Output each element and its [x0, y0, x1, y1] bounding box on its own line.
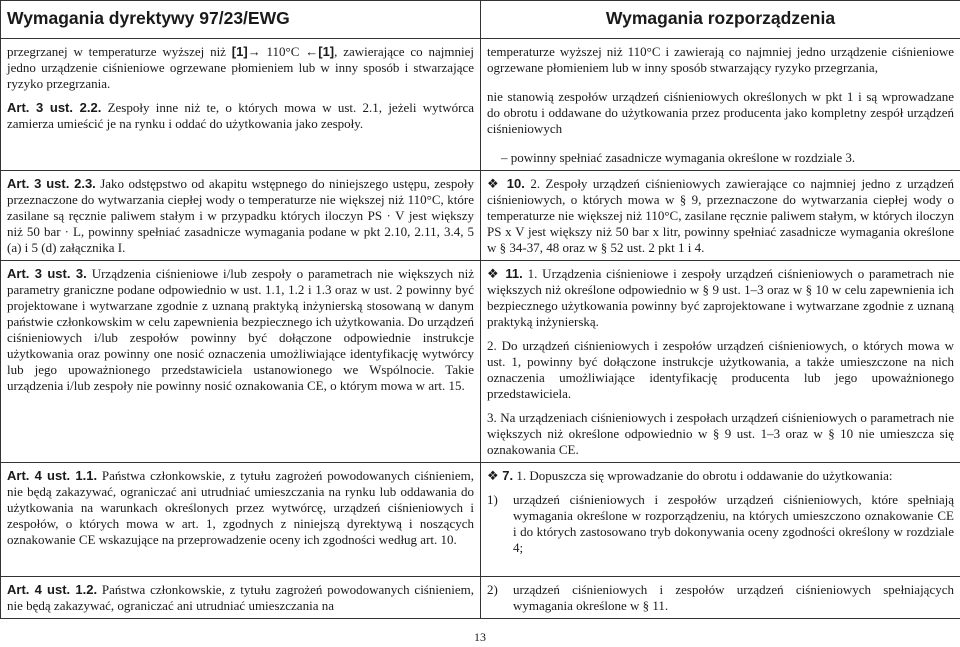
item-number: 2)	[487, 582, 498, 597]
numbered-item	[487, 492, 954, 556]
table-row	[1, 463, 960, 577]
table-row	[1, 171, 960, 261]
paragraph: 3. Na urządzeniach ciśnieniowych i zespołach urządzeń ciśnieniowych o parametrach nie większych niż określone odpowiednio w § 9 ust. 1–3 oraz w § 10 nie umieszcza się oznakowania CE.	[487, 410, 954, 457]
left-column-title: Wymagania dyrektywy 97/23/EWG	[7, 8, 290, 28]
paragraph	[487, 266, 954, 330]
left-cell	[1, 463, 481, 577]
paragraph-text: → 110°C ←	[247, 44, 319, 59]
page-number: 13	[474, 630, 486, 644]
right-cell	[481, 463, 960, 577]
table-row	[1, 577, 960, 619]
right-column-title: Wymagania rozporządzenia	[605, 8, 836, 28]
paragraph: temperaturze wyższej niż 110°C i zawierają co najmniej jedno urządzenie ciśnieniowe ogrzewane płomieniem lub w inny sposób stwarzający ryzyko przegrzania,	[487, 44, 954, 75]
table-header-row	[1, 1, 960, 39]
article-reference: [1]	[231, 44, 248, 59]
left-cell	[1, 171, 481, 261]
article-reference: Art. 3 ust. 2.3.	[7, 176, 96, 191]
paragraph-text: Zespoły inne niż te, o których mowa w ust. 2.1, jeżeli wytwórca zamierza umieścić je na rynku i oddać do użytkowania jako zespoły.	[7, 100, 474, 131]
table-row	[1, 261, 960, 463]
paragraph-text: przegrzanej w temperaturze wyższej niż	[7, 44, 232, 59]
article-reference: Art. 4 ust. 1.2.	[7, 582, 98, 597]
paragraph	[7, 44, 474, 92]
article-reference: ❖ 10.	[487, 176, 525, 191]
article-reference: ❖ 11.	[487, 266, 523, 281]
left-cell	[1, 261, 481, 463]
article-reference: ❖ 7.	[487, 468, 514, 483]
paragraph	[7, 266, 474, 394]
right-cell	[481, 577, 960, 619]
paragraph-text: Państwa członkowskie, z tytułu zagrożeń powodowanych ciśnieniem, nie będą zakazywać, ograniczać ani utrudniać umieszczania na	[7, 582, 474, 613]
paragraph-text: 1. Dopuszcza się wprowadzanie do obrotu i oddawanie do użytkowania:	[513, 468, 893, 483]
paragraph	[7, 176, 474, 256]
paragraph	[7, 468, 474, 548]
article-reference: [1]	[318, 44, 335, 59]
left-cell	[1, 577, 481, 619]
right-cell	[481, 261, 960, 463]
article-reference: Art. 4 ust. 1.1.	[7, 468, 98, 483]
left-cell	[1, 39, 481, 171]
paragraph-text: 1. Urządzenia ciśnieniowe i zespoły urządzeń ciśnieniowych o parametrach nie większych niż określone odpowiednio w § 9 ust. 1–3 oraz w § 10 w celu zapewnienia ich bezpiecznego użytkowania powinny być zaprojektowane i wytwarzane zgodnie z uznaną praktyką inżynierską.	[487, 266, 954, 329]
right-cell	[481, 39, 960, 171]
dash-item: – powinny spełniać zasadnicze wymagania określone w rozdziale 3.	[501, 150, 856, 165]
paragraph	[487, 468, 954, 484]
paragraph-text: , zawierające co najmniej jedno urządzenie ciśnieniowe ogrzewane płomieniem lub w inny sposób i stwarzające ryzyko przegrzania.	[7, 44, 474, 91]
article-reference: Art. 3 ust. 2.2.	[7, 100, 102, 115]
left-header-cell	[1, 1, 481, 39]
paragraph-text: Jako odstępstwo od akapitu wstępnego do niniejszego ustępu, zespoły przeznaczone do wytwarzania ciepłej wody o temperaturze nie większej niż 110°C, które zasilane są ręcznie paliwem stałym i w przypadku których iloczyn PS · V jest większy niż 50 bar · L, powinny spełniać zasadnicze wymagania podane w pkt 2.10, 2.11, 3.4, 5 (a) i 5 (d) załącznika I.	[7, 176, 474, 255]
table-row	[1, 39, 960, 171]
paragraph: nie stanowią zespołów urządzeń ciśnieniowych określonych w pkt 1 i są wprowadzane do obrotu i oddawane do użytkowania przez producenta jako kompletny zespół urządzeń ciśnieniowych	[487, 89, 954, 136]
item-number: 1)	[487, 492, 498, 507]
paragraph-text: Państwa członkowskie, z tytułu zagrożeń powodowanych ciśnieniem, nie będą zakazywać, ograniczać ani utrudniać umieszczania na rynku lub oddawania do użytkowania na warunkach określonych przez wytwórcę, urządzeń ciśnieniowych i zespołów, o których mowa w art. 1, zgodnych z niniejszą dyrektywą i noszących oznakowanie CE wskazujące na przeprowadzenie oceny ich zgodności według art. 10.	[7, 468, 474, 547]
table-body	[1, 39, 960, 619]
right-header-cell	[481, 1, 960, 39]
paragraph-text: Urządzenia ciśnieniowe i/lub zespoły o parametrach nie większych niż parametry graniczne podane odpowiednio w ust. 1.1, 1.2 i 1.3 oraz w ust. 2 powinny być projektowane i wytwarzane zgodnie z uznaną praktyką inżynierską stosowaną w danym państwie członkowskim w celu zapewnienia bezpiecznego ich użytkowania. Do urządzeń ciśnieniowych i/lub zespołów powinny być dołączone odpowiednie instrukcje użytkowania oraz powinny one nosić oznaczenia umożliwiające identyfikację wytwórcy lub jego upoważnionego przedstawiciela ustanowionego we Wspólnocie. Takie urządzenia i/lub zespoły nie powinny nosić oznakowania CE, o którym mowa w art. 15.	[7, 266, 474, 393]
numbered-item	[487, 582, 954, 614]
item-text: urządzeń ciśnieniowych i zespołów urządzeń ciśnieniowych, które spełniają wymagania określone w rozporządzeniu, na których umieszczono oznakowanie CE i do których zastosowano tryb dokonywania oceny zgodności określony w rozdziale 4;	[513, 492, 954, 555]
article-reference: Art. 3 ust. 3.	[7, 266, 87, 281]
paragraph	[7, 582, 474, 614]
paragraph	[487, 176, 954, 256]
paragraph	[7, 100, 474, 132]
paragraph-text: 2. Zespoły urządzeń ciśnieniowych zawierające co najmniej jedno z urządzeń ciśnieniowych, o których mowa w § 9, przeznaczone do wytwarzania ciepłej wody o temperaturze nie większej niż 110°C, zasilane ręcznie paliwem stałym, w których iloczyn PS x V jest większy niż 50 bar x litr, powinny spełniać zasadnicze wymagania określone w § 34-37, 48 oraz w § 52 ust. 2 pkt 1 i 4.	[487, 176, 954, 255]
paragraph: 2. Do urządzeń ciśnieniowych i zespołów urządzeń ciśnieniowych, o których mowa w ust. 1, powinny być dołączone instrukcje użytkowania, a także umieszczone na nich oznaczenia umożliwiające identyfikację producenta lub jego upoważnionego przedstawiciela.	[487, 338, 954, 401]
right-cell	[481, 171, 960, 261]
item-text: urządzeń ciśnieniowych i zespołów urządzeń ciśnieniowych spełniających wymagania określone w § 11.	[513, 582, 954, 613]
